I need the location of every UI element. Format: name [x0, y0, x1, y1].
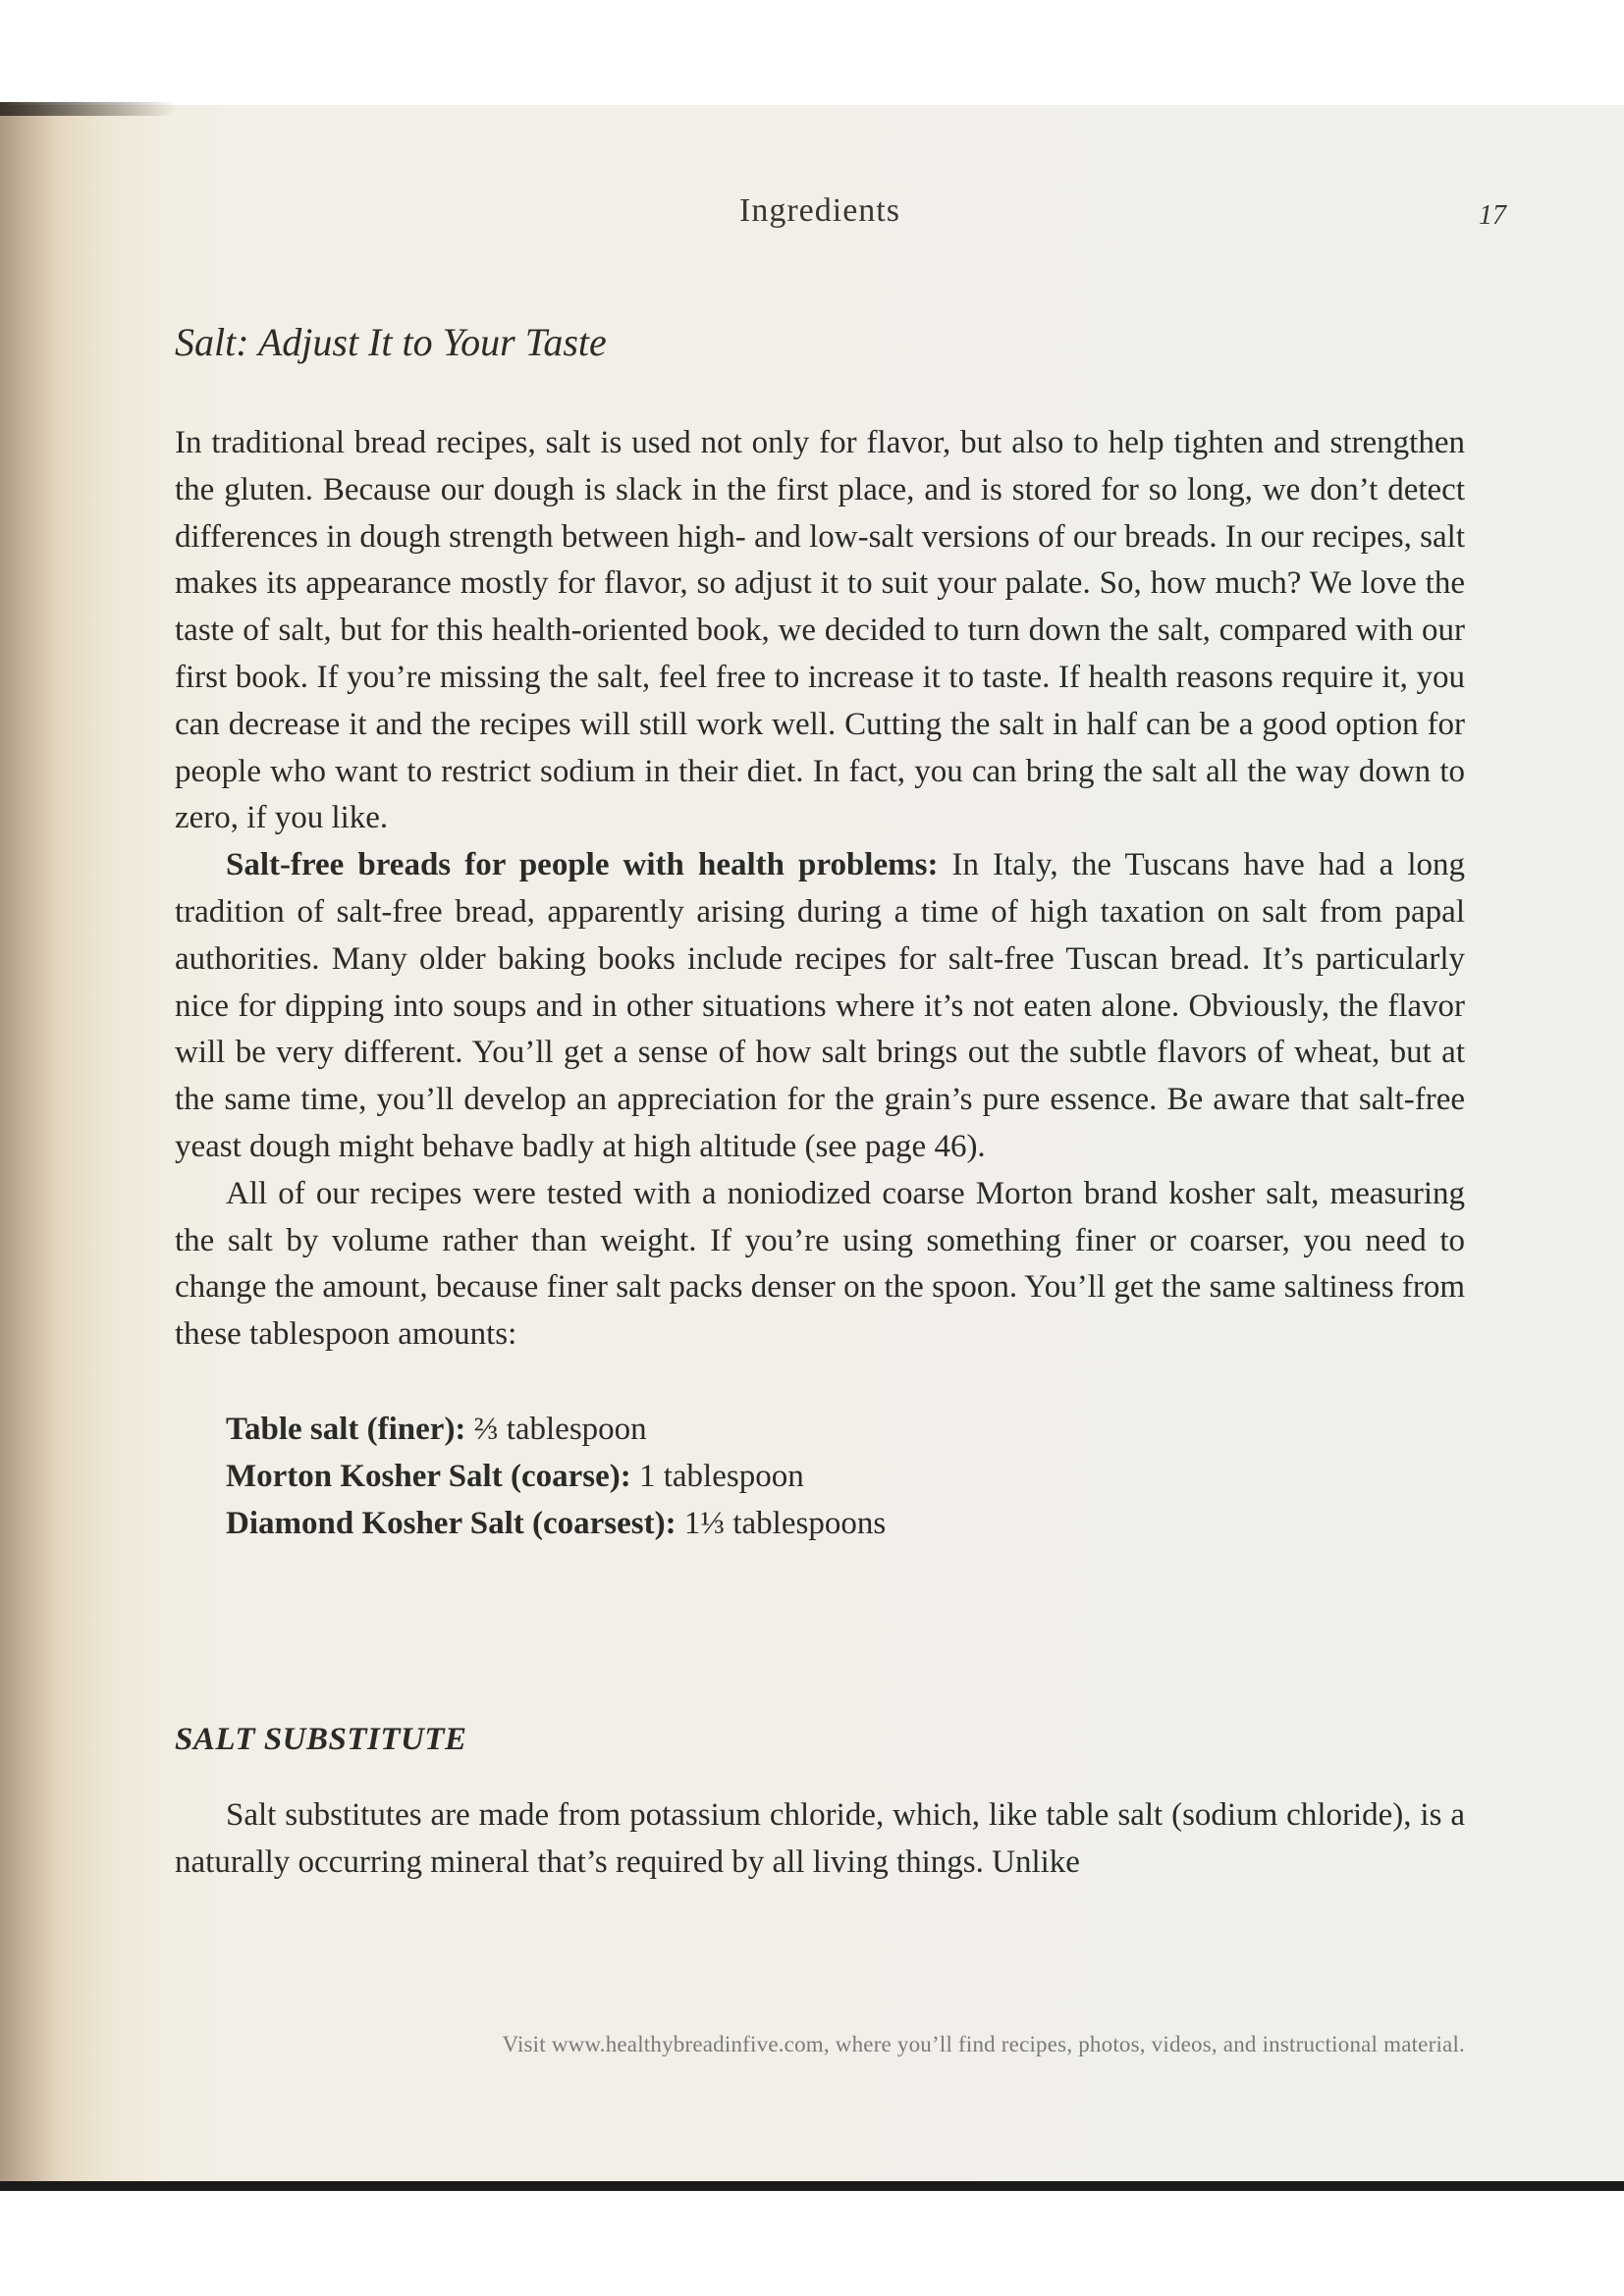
section-title: Salt: Adjust It to Your Taste	[175, 320, 607, 364]
paragraph-lead: Salt-free breads for people with health problems:	[226, 847, 939, 883]
salt-amount: 1⅓ tablespoons	[676, 1505, 887, 1541]
running-head: Ingredients	[739, 192, 900, 229]
paragraph-kosher-salt: All of our recipes were tested with a noniodized coarse Morton brand kosher salt, measuring the salt by volume rather than weight. If you’re using something finer or coarser, you need to change the amount, because finer salt packs denser on the spoon. You’ll get the same saltiness from these tablespoon amounts:	[175, 1175, 1465, 1353]
page-number: 17	[1479, 200, 1506, 231]
page-top-edge	[0, 102, 177, 116]
salt-type-label: Morton Kosher Salt (coarse):	[226, 1458, 631, 1494]
section-body	[175, 420, 1465, 1547]
salt-amount: 1 tablespoon	[630, 1458, 804, 1494]
page-footer-note: Visit www.healthybreadinfive.com, where you’ll find recipes, photos, videos, and instructional material.	[502, 2032, 1465, 2056]
list-item	[226, 1407, 1465, 1454]
book-spine-shadow	[0, 105, 59, 2191]
list-item	[226, 1501, 1465, 1548]
paragraph-salt-free	[175, 842, 1465, 1171]
salt-type-label: Diamond Kosher Salt (coarsest):	[226, 1505, 677, 1541]
salt-amount: ⅔ tablespoon	[465, 1411, 647, 1447]
paragraph-salt-substitute: Salt substitutes are made from potassium chloride, which, like table salt (sodium chloride), is a naturally occurring mineral that’s required by all living things. Unlike	[175, 1797, 1465, 1880]
page-bottom-edge	[0, 2181, 1624, 2191]
subsection-title: SALT SUBSTITUTE	[175, 1722, 467, 1757]
paragraph-salt-taste: In traditional bread recipes, salt is used not only for flavor, but also to help tighten and strengthen the gluten. Because our dough is slack in the first place, and is stored for so long, we don’t detect differences in dough strength between high- and low-salt versions of our breads. In our recipes, salt makes its appearance mostly for flavor, so adjust it to suit your palate. So, how much? We love the taste of salt, but for this health-oriented book, we decided to turn down the salt, compared with our first book. If you’re missing the salt, feel free to increase it to taste. If health reasons require it, you can decrease it and the recipes will still work well. Cutting the salt in half can be a good option for people who want to restrict sodium in their diet. In fact, you can bring the salt all the way down to zero, if you like.	[175, 425, 1465, 836]
salt-type-label: Table salt (finer):	[226, 1411, 466, 1447]
subsection-body	[175, 1792, 1465, 1887]
list-item	[226, 1454, 1465, 1501]
paragraph-text: In Italy, the Tuscans have had a long tradition of salt-free bread, apparently arising during a time of high taxation on salt from papal authorities. Many older baking books include recipes for salt-free Tuscan bread. It’s particularly nice for dipping into soups and in other situations where it’s not eaten alone. Obviously, the flavor will be very different. You’ll get a sense of how salt brings out the subtle flavors of wheat, but at the same time, you’ll develop an appreciation for the grain’s pure essence. Be aware that salt-free yeast dough might behave badly at high altitude (see page 46).	[175, 847, 1465, 1164]
salt-amount-list	[226, 1407, 1465, 1547]
